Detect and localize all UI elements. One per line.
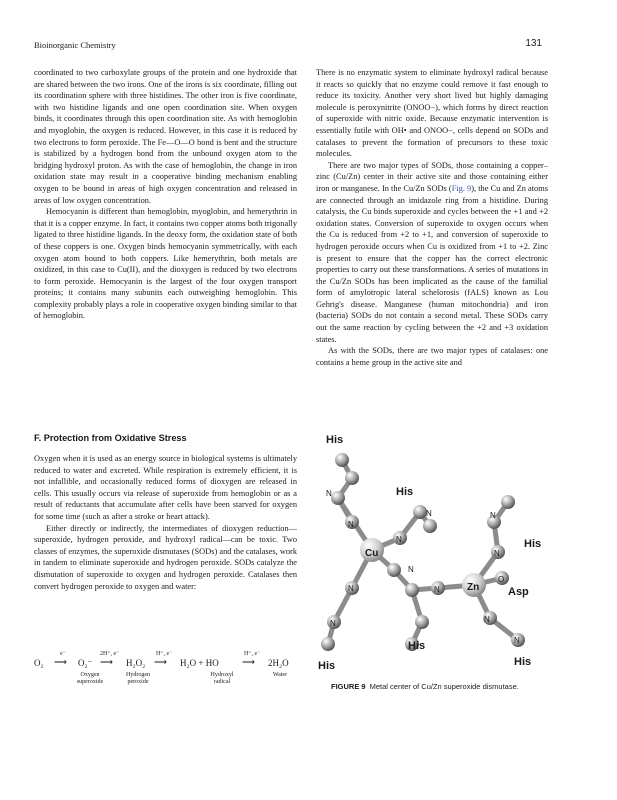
running-head: Bioinorganic Chemistry	[34, 40, 116, 50]
atom-label-n: N	[490, 511, 496, 520]
atom-label-n: N	[408, 565, 414, 574]
paragraph: Either directly or indirectly, the intermediates of dioxygen reduction—superoxide, hydrogen peroxide, and hydroxyl radical—can be toxic. Two classes of enzymes, the superoxide dismutases (SODs) and the catalases, work in tandem to eliminate superoxide and hydrogen peroxide. SODs catalyze the dismutation of superoxide to oxygen and hydrogen peroxide. Catalases then convert hydrogen peroxide to oxygen and water:	[34, 523, 297, 591]
eq-caption	[262, 672, 298, 679]
label-his-mid: His	[396, 486, 414, 498]
reduction-equation	[34, 650, 304, 696]
atom-label-n: N	[484, 615, 490, 624]
figure-caption-text: Metal center of Cu/Zn superoxide dismutase.	[369, 682, 519, 691]
eq-caption-line: Oxygen	[80, 672, 100, 678]
atom-label-o: O	[498, 575, 505, 584]
paragraph: coordinated to two carboxylate groups of the protein and one hydroxide that are shared between the two irons. One of the irons is six coordinate, filling out its coordination sphere with three histidines. The other iron is five coordinate, with two histidine ligands and one open coordination site. When oxygen binds, it coordinates through this open coordination site. As with hemoglobin and myoglobin, the oxygen is reduced. However, in this case it is reduced by two electrons to form peroxide. The Fe—O—O bond is bent and the structure is stabilized by a hydrogen bond from the unbound oxygen atom to the bridging hydroxyl proton. As with the case of hemoglobin, the change in iron oxidation state may result in a cooperative binding mechanism enabling oxygen to be bound in areas of high oxygen concentration and released in areas of low oxygen concentration.	[34, 68, 297, 205]
text-span: There are two major types of SODs, those containing a copper–zinc (Cu/Zn) center in their active site and those containing either iron or manganese. In the Cu/Zn SODs (	[316, 160, 548, 193]
eq-water: 2H₂O	[268, 658, 289, 668]
atom-label-n: N	[348, 520, 354, 529]
section-heading: F. Protection from Oxidative Stress	[34, 433, 187, 443]
page-number: 131	[525, 38, 542, 49]
eq-superoxide: O₂⁻	[78, 658, 93, 668]
left-column-top	[34, 67, 297, 322]
eq-caption-line: Hydroxyl	[210, 672, 234, 678]
label-asp: Asp	[508, 586, 529, 598]
eq-caption-line: Water	[272, 672, 288, 678]
text-span: ), the Cu and Zn atoms are connected through an imidazole ring from a histidine. During catalysis, the Cu binds superoxide and cycles between the +1 and +2 oxidation states. Conversion of superoxide to oxygen occurs when the Cu is reduced from +2 to +1, and conversion of superoxide to hydrogen peroxide occurs when Cu is oxidized from +1 to +2. Zinc is present to ensure that the copper has the correct electronic properties to carry out these transformations. A series of mutations in the Cu/Zn SODs has been implicated as the cause of the familial form of amylotropic lateral schelorosis (fALS) known as Lou Gehrig's disease. Manganese (human mitochondria) and iron (bacteria) SODs do not contain a second metal. These SODs carry out the same reaction by cycling between the +2 and +3 oxidation states.	[316, 183, 548, 344]
label-his-bottom-right: His	[514, 656, 532, 668]
arrow-icon: ⟶	[100, 657, 113, 667]
eq-arrow-label: H⁺, e⁻	[244, 651, 261, 657]
atom-label-n: N	[326, 489, 332, 498]
left-column-bottom	[34, 453, 297, 592]
eq-water-hydroxyl: H₂O + HO	[180, 658, 219, 668]
atom-label-n: N	[330, 619, 336, 628]
eq-caption-line: peroxide	[127, 679, 149, 685]
atom-label-zn: Zn	[467, 582, 480, 593]
figure-9	[312, 430, 556, 680]
right-column-top	[316, 67, 548, 368]
eq-o2: O₂	[34, 658, 44, 668]
atom-label-cu: Cu	[365, 548, 379, 559]
eq-arrow-label: 2H⁺, e⁻	[100, 651, 120, 657]
eq-caption-line: radical	[213, 679, 231, 685]
paragraph: Oxygen when it is used as an energy source in biological systems is ultimately reduced to water and excreted. While respiration is extremely efficient, it is not infallible, and occasionally reduced forms of dioxygen are released in cells. This usually occurs via release of superoxide from hemoglobin or as a result of reductants that accumulate after cells have been starved for oxygen for some time (such as after a stroke or heart attack).	[34, 454, 297, 521]
atom-label-n: N	[426, 509, 432, 518]
eq-caption	[118, 672, 158, 686]
eq-caption-line: Hydrogen	[126, 672, 150, 678]
eq-caption	[202, 672, 242, 686]
paragraph: There is no enzymatic system to eliminate hydroxyl radical because it reacts so quickly that no enzyme could remove it fast enough to reduce its toxicity. Another very short lived but highly damaging molecule is peroxynitrite (ONOO−), which forms by direct reaction of superoxide with nitric oxide. Because enzymatic intervention is essentially futile with OH• and ONOO−, cells depend on SODs and catalases to prevent the formation of precursors to these toxic molecules.	[316, 68, 548, 159]
arrow-icon: ⟶	[242, 657, 255, 667]
eq-hydrogen-peroxide: H₂O₂	[126, 658, 146, 668]
label-his-bottom: His	[408, 640, 426, 652]
atom-label-n: N	[396, 535, 402, 544]
eq-arrow-label: e⁻	[60, 651, 66, 657]
figure-caption	[331, 682, 519, 691]
atom-label-n: N	[494, 549, 500, 558]
paragraph: As with the SODs, there are two major types of catalases: one contains a heme group in the active site and	[316, 346, 548, 367]
arrow-icon: ⟶	[154, 657, 167, 667]
arrow-icon: ⟶	[54, 657, 67, 667]
label-his-bottom-left: His	[318, 660, 336, 672]
eq-arrow-label: H⁺, e⁻	[156, 651, 173, 657]
figure-caption-label: FIGURE 9	[331, 682, 366, 691]
paragraph: Hemocyanin is different than hemoglobin, myoglobin, and hemerythrin in that it is a copper enzyme. In fact, it contains two copper atoms both trigonally ligated to three histidine ligands. In the deoxy form, the oxidation state of both of these coppers is one. Oxygen binds hemocyanin symmetrically, with each oxygen atom bound to both coppers. Like hemerythrin, both metals are oxidized, in this case to Cu(II), and the dioxygen is reduced by two electrons to form peroxide. Hemocyanin is the largest of the four oxygen transport proteins; it contains many subunits each outweighing hemoglobin. This complexity probably plays a role in cooperative oxygen binding similar to that of hemoglobin.	[34, 207, 297, 321]
paragraph-sod-types	[316, 160, 548, 346]
eq-caption-line: superoxide	[76, 679, 104, 685]
atom-label-n: N	[348, 584, 354, 593]
label-his-top: His	[326, 434, 344, 446]
atom-label-n: N	[514, 636, 520, 645]
atom-label-n: N	[434, 585, 440, 594]
figure-9-link[interactable]: Fig. 9	[451, 183, 472, 193]
label-his-right: His	[524, 538, 542, 550]
molecule-model	[312, 430, 556, 680]
eq-caption	[70, 672, 110, 686]
